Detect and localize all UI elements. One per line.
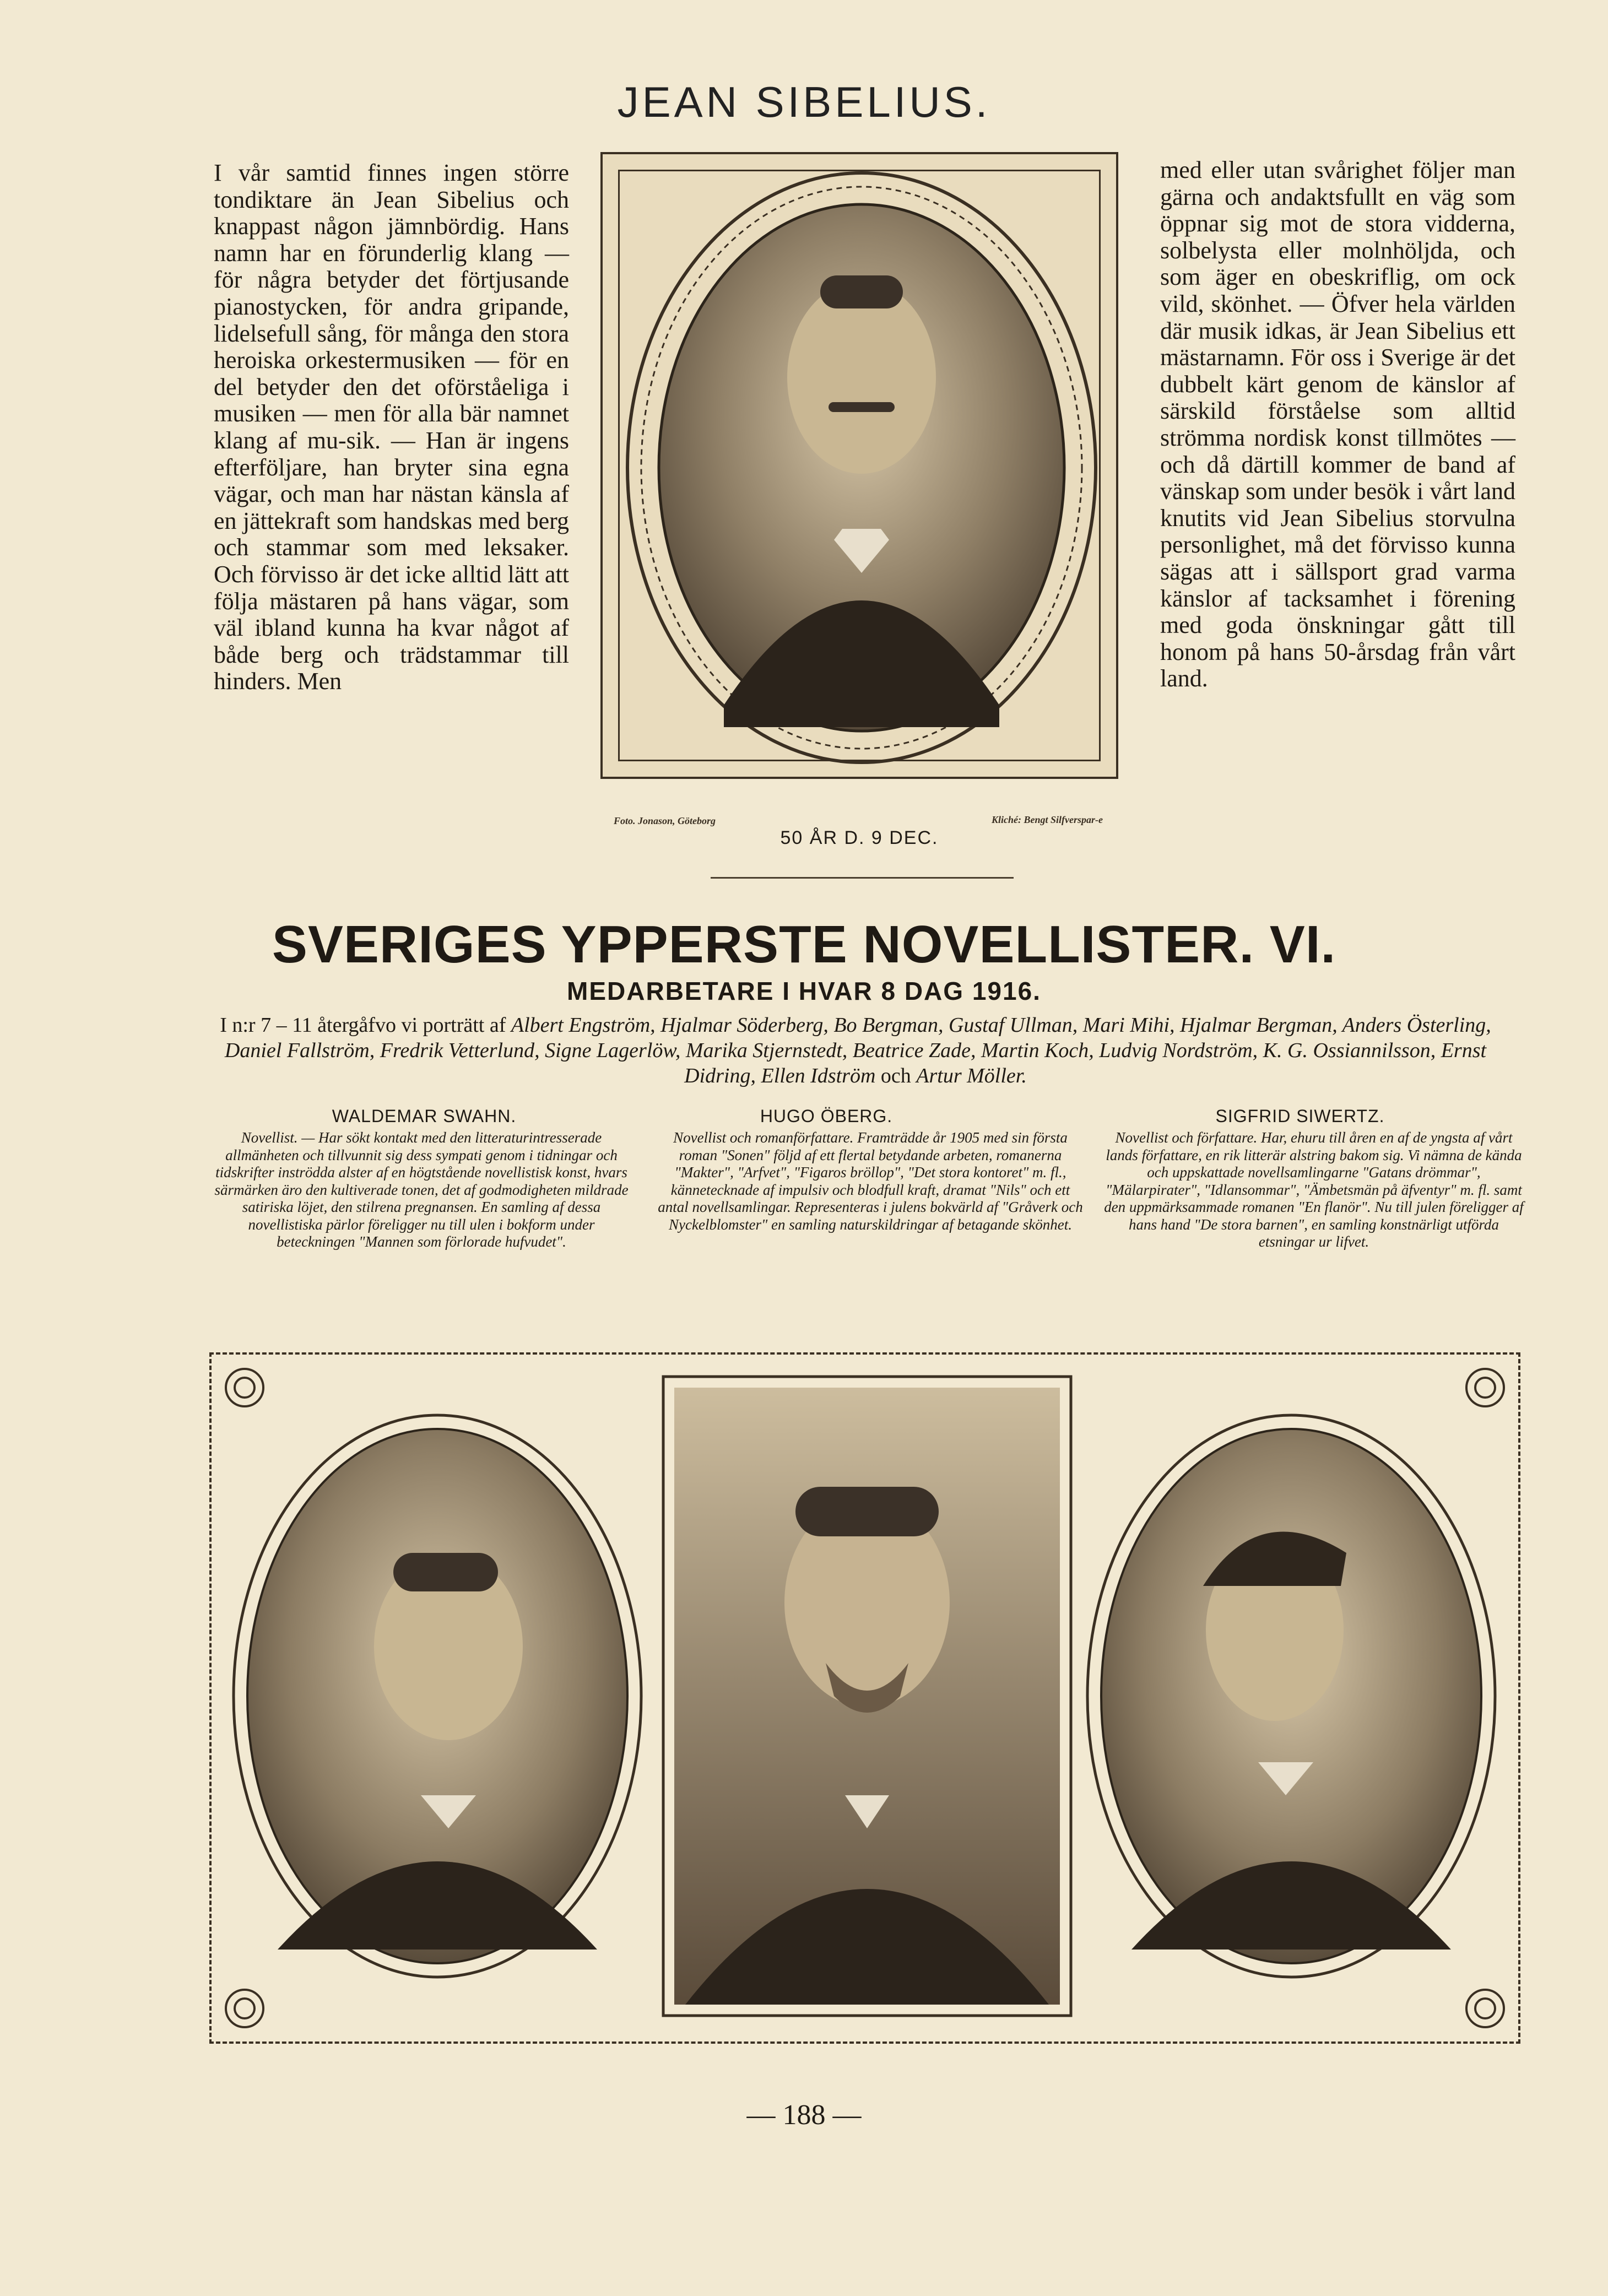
author-bio-swahn: Novellist. — Har sökt kontakt med den litteraturintresserade allmänheten och tillvunnit sig dess sympati genom i tidningar och tidskrifter inströdda alster af en högtstående novellistisk konst, hvars särmärken äro den kultiverade tonen, det af godmodigheten mildrade satiriska löjet, den stilrena pregnansen. En samling af dessa novellistiska pärlor föreligger nu till ulen i bokform under beteckningen "Mannen som förlorade hufvudet". [214,1129,629,1250]
author-name-oberg: HUGO ÖBERG. [760,1106,893,1126]
sibelius-portrait-frame [600,152,1118,779]
intro-lead: I n:r 7 – 11 återgåfvo vi porträtt af [220,1014,511,1037]
article-text-left: I vår samtid finnes ingen större tondiktare än Jean Sibelius och knappast någon jämnbördig. Hans namn har en förunderlig klang — för några betyder det förtjusande pianostycken, för andra gripande, lidelsefull sång, för många den stora heroiska orkestermusiken — för en del betyder den det oförståeliga i musiken — men för alla bär namnet klang af mu-sik. — Han är ingens efterföljare, han bryter sina egna vägar, och man har nästan känsla af en jättekraft som handskas med berg och stammar som med leksaker. Och förvisso är det icke alltid lätt att följa mästaren på hans vägar, som väl ibland kunna ha kvar något af både berg och trädstammar till hinders. Men [214,159,569,695]
author-name-swahn: WALDEMAR SWAHN. [332,1106,517,1126]
author-portraits-frame [209,1352,1520,2044]
author-name-siwertz: SIGFRID SIWERTZ. [1215,1106,1385,1126]
intro-names: Albert Engström, Hjalmar Söderberg, Bo Bergman, Gustaf Ullman, Mari Mihi, Hjalmar Bergman, Anders Österling, Daniel Fallström, Fredrik Vetterlund, Signe Lagerlöw, Marika Stjernstedt, Beatrice Zade, Martin Koch, Ludvig Nordström, K. G. Ossiannilsson, Ernst Didring, Ellen Idström [224,1014,1491,1087]
intro-paragraph [214,1012,1497,1089]
author-bio-oberg: Novellist och romanförfattare. Framträdde år 1905 med sin första roman "Sonen" följd af ett flertal betydande arbeten, romanerna "Makter", "Arfvet", "Figaros bröllop", "Det stora kontoret" m. fl., kännetecknade af impulsiv och blodfull kraft, dramat "Nils" och ett antal novellsamlingar. Representeras i julens bokvärld af "Gråverk och Nyckelblomster" en samling naturskildringar af betagande skönhet. [658,1129,1083,1233]
author-bio-siwertz: Novellist och författare. Har, ehuru till åren en af de yngsta af vårt lands författare, en rik litterär alstring bakom sig. Vi nämna de kända och uppskattade novellsamlingarne "Gatans drömmar", "Mälarpirater", "Idlansommar", "Ämbetsmän på äfventyr" m. fl. samt den uppmärksammade romanen "En flanör". Nu till julen föreligger af hans hand "De stora barnen", en samling konstnärligt utförda etsningar ur lifvet. [1104,1129,1524,1250]
intro-and: och [875,1064,917,1087]
photo-credit: Foto. Jonason, Göteborg [614,815,716,826]
intro-last: Artur Möller. [916,1064,1027,1087]
swahn-portrait [234,1415,641,1977]
section-headline: SVERIGES YPPERSTE NOVELLISTER. VI. [272,915,1336,974]
section-subheadline: MEDARBETARE I HVAR 8 DAG 1916. [567,977,1041,1005]
oberg-portrait [663,1377,1071,2016]
page-title: JEAN SIBELIUS. [617,78,991,126]
portraits-art [212,1355,1518,2042]
page-number: — 188 — [746,2099,862,2131]
article-text-right: med eller utan svårighet följer man gärna och andaktsfullt en väg som öppnar sig mot de stora vidderna, solbelysta eller molnhöljda, och som äger en obeskriflig, om ock vild, skönhet. — Öfver hela världen där musik idkas, är Jean Sibelius ett mästarnamn. För oss i Sverige är det dubbelt kärt genom de känslor af särskild förståelse som alltid strömma nordisk konst tillmötes — och då därtill kommer de band af vänskap som under besök i vårt land knutits vid Jean Sibelius storvulna personlighet, må det förvisso kunna sägas att i sällsport grad varma känslor af tacksamhet i förening med goda önskningar gått till honom på hans 50-årsdag från vårt land. [1160,156,1515,692]
ornamental-frame [603,154,1120,781]
cliche-credit: Kliché: Bengt Silfverspar-e [992,814,1103,825]
section-divider [711,877,1014,879]
sibelius-caption: 50 ÅR D. 9 DEC. [780,827,939,848]
siwertz-portrait [1087,1415,1495,1977]
